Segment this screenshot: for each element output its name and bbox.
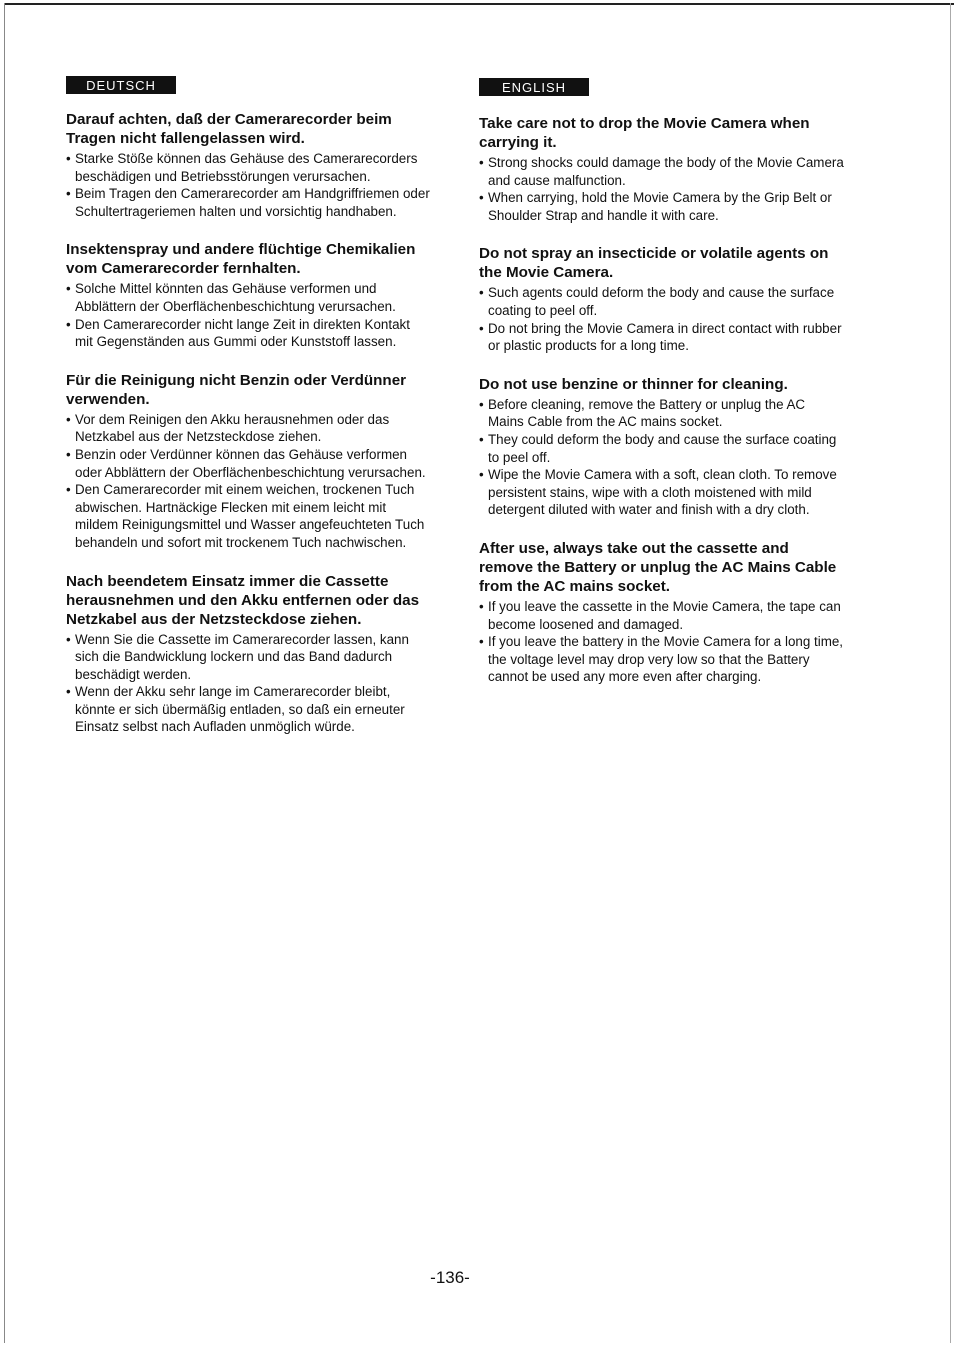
- bullet-icon: •: [479, 467, 484, 483]
- bullet-text: If you leave the battery in the Movie Camera for a long time, the voltage level may drop very low so that the Battery cannot be used any more even after charging.: [488, 634, 844, 685]
- bullet-icon: •: [66, 684, 71, 700]
- section-en-cleaning: [479, 375, 844, 519]
- bullet-text: Starke Stöße können das Gehäuse des Camerarecorders beschädigen und Betriebsstörungen verursachen.: [75, 151, 418, 184]
- section-heading: Take care not to drop the Movie Camera when carrying it.: [479, 115, 810, 151]
- section-heading: Do not use benzine or thinner for cleaning.: [479, 375, 788, 393]
- bullet-text: Solche Mittel könnten das Gehäuse verformen und Abblättern der Oberflächenbeschichtung verursachen.: [75, 281, 396, 314]
- bullet-text: Such agents could deform the body and cause the surface coating to peel off.: [488, 285, 835, 318]
- language-tab-english: ENGLISH: [479, 78, 589, 96]
- left-border-rule: [4, 3, 5, 1343]
- bullet-text: They could deform the body and cause the surface coating to peel off.: [488, 431, 837, 465]
- bullet-item: [66, 411, 431, 446]
- section-heading: Nach beendetem Einsatz immer die Cassette herausnehmen und den Akku entfernen oder das Netzkabel aus der Netzsteckdose ziehen.: [66, 572, 420, 628]
- bullet-list: [479, 284, 844, 354]
- section-de-after-use: [66, 572, 431, 737]
- bullet-icon: •: [66, 411, 71, 427]
- section-de-cleaning: [66, 371, 431, 552]
- section-heading: Do not spray an insecticide or volatile agents on the Movie Camera.: [479, 245, 829, 282]
- bullet-item: [66, 150, 431, 185]
- section-en-drop: [479, 114, 844, 224]
- bullet-icon: •: [479, 431, 484, 447]
- bullet-item: [479, 396, 844, 431]
- section-heading: Darauf achten, daß der Camerarecorder beim Tragen nicht fallengelassen wird.: [66, 111, 392, 147]
- section-heading: Für die Reinigung nicht Benzin oder Verdünner verwenden.: [66, 371, 407, 408]
- bullet-item: [66, 683, 431, 736]
- bullet-icon: •: [66, 631, 71, 647]
- bullet-text: Den Camerarecorder mit einem weichen, trockenen Tuch abwischen. Hartnäckige Flecken mit einem leicht mit mildem Reinigungsmittel und Wasser angefeuchteten Tuch behandeln und sofort mit trockenem Tuch nachwischen.: [75, 482, 425, 550]
- bullet-item: [66, 185, 431, 220]
- bullet-text: Wipe the Movie Camera with a soft, clean cloth. To remove persistent stains, wipe with a cloth moistened with mild detergent diluted with water and finish with a dry cloth.: [488, 467, 837, 518]
- bullet-item: [479, 320, 844, 355]
- page-number: -136-: [430, 1268, 470, 1287]
- column-english: [479, 76, 844, 706]
- top-border-rule: [4, 3, 954, 5]
- bullet-item: [479, 466, 844, 519]
- bullet-text: Do not bring the Movie Camera in direct contact with rubber or plastic products for a long time.: [488, 320, 842, 354]
- bullet-icon: •: [479, 396, 484, 412]
- section-heading: Insektenspray und andere flüchtige Chemikalien vom Camerarecorder fernhalten.: [66, 241, 416, 278]
- bullet-item: [479, 189, 844, 224]
- bullet-icon: •: [479, 634, 484, 650]
- bullet-icon: •: [66, 316, 71, 332]
- bullet-item: [66, 280, 431, 315]
- section-de-drop: [66, 110, 431, 220]
- bullet-item: [479, 633, 844, 686]
- section-en-after-use: [479, 539, 844, 686]
- bullet-text: Benzin oder Verdünner können das Gehäuse verformen oder Abblättern der Oberflächenbeschichtung verursachen.: [75, 446, 426, 480]
- bullet-item: [479, 431, 844, 466]
- bullet-text: Strong shocks could damage the body of the Movie Camera and cause malfunction.: [488, 155, 844, 188]
- bullet-icon: •: [66, 281, 71, 297]
- bullet-icon: •: [66, 446, 71, 462]
- bullet-list: [66, 631, 431, 737]
- bullet-item: [479, 154, 844, 189]
- bullet-text: Beim Tragen den Camerarecorder am Handgriffriemen oder Schultertrageriemen halten und vorsichtig handhaben.: [75, 186, 430, 219]
- bullet-icon: •: [479, 155, 484, 170]
- bullet-icon: •: [66, 151, 71, 166]
- bullet-item: [66, 316, 431, 351]
- bullet-text: Before cleaning, remove the Battery or unplug the AC Mains Cable from the AC mains socket.: [488, 396, 806, 430]
- bullet-list: [66, 411, 431, 552]
- bullet-item: [479, 284, 844, 319]
- bullet-icon: •: [479, 190, 484, 206]
- bullet-icon: •: [479, 598, 484, 614]
- section-en-insecticide: [479, 244, 844, 354]
- right-border-rule: [950, 3, 951, 1343]
- bullet-text: Vor dem Reinigen den Akku herausnehmen oder das Netzkabel aus der Netzsteckdose ziehen.: [75, 411, 390, 445]
- section-de-insecticide: [66, 240, 431, 350]
- bullet-icon: •: [66, 482, 71, 498]
- section-heading: After use, always take out the cassette and remove the Battery or unplug the AC Mains Cable from the AC mains socket.: [479, 539, 837, 595]
- bullet-icon: •: [479, 285, 484, 301]
- bullet-item: [66, 481, 431, 551]
- bullet-item: [66, 631, 431, 684]
- bullet-text: When carrying, hold the Movie Camera by the Grip Belt or Shoulder Strap and handle it with care.: [488, 190, 832, 223]
- language-tab-deutsch: DEUTSCH: [66, 76, 176, 94]
- bullet-icon: •: [66, 186, 71, 202]
- bullet-list: [66, 280, 431, 350]
- column-deutsch: [66, 76, 431, 756]
- bullet-list: [66, 150, 431, 220]
- bullet-text: Den Camerarecorder nicht lange Zeit in direkten Kontakt mit Gegenständen aus Gummi oder Kunststoff lassen.: [75, 316, 410, 350]
- bullet-item: [479, 598, 844, 633]
- bullet-item: [66, 446, 431, 481]
- bullet-list: [479, 598, 844, 686]
- bullet-text: If you leave the cassette in the Movie Camera, the tape can become loosened and damaged.: [488, 598, 841, 632]
- bullet-text: Wenn Sie die Cassette im Camerarecorder lassen, kann sich die Bandwicklung lockern und das Band dadurch beschädigt werden.: [75, 631, 409, 682]
- bullet-list: [479, 154, 844, 224]
- bullet-list: [479, 396, 844, 519]
- bullet-icon: •: [479, 320, 484, 336]
- bullet-text: Wenn der Akku sehr lange im Camerarecorder bleibt, könnte er sich übermäßig entladen, so daß ein erneuter Einsatz selbst nach Aufladen unmöglich würde.: [75, 684, 405, 735]
